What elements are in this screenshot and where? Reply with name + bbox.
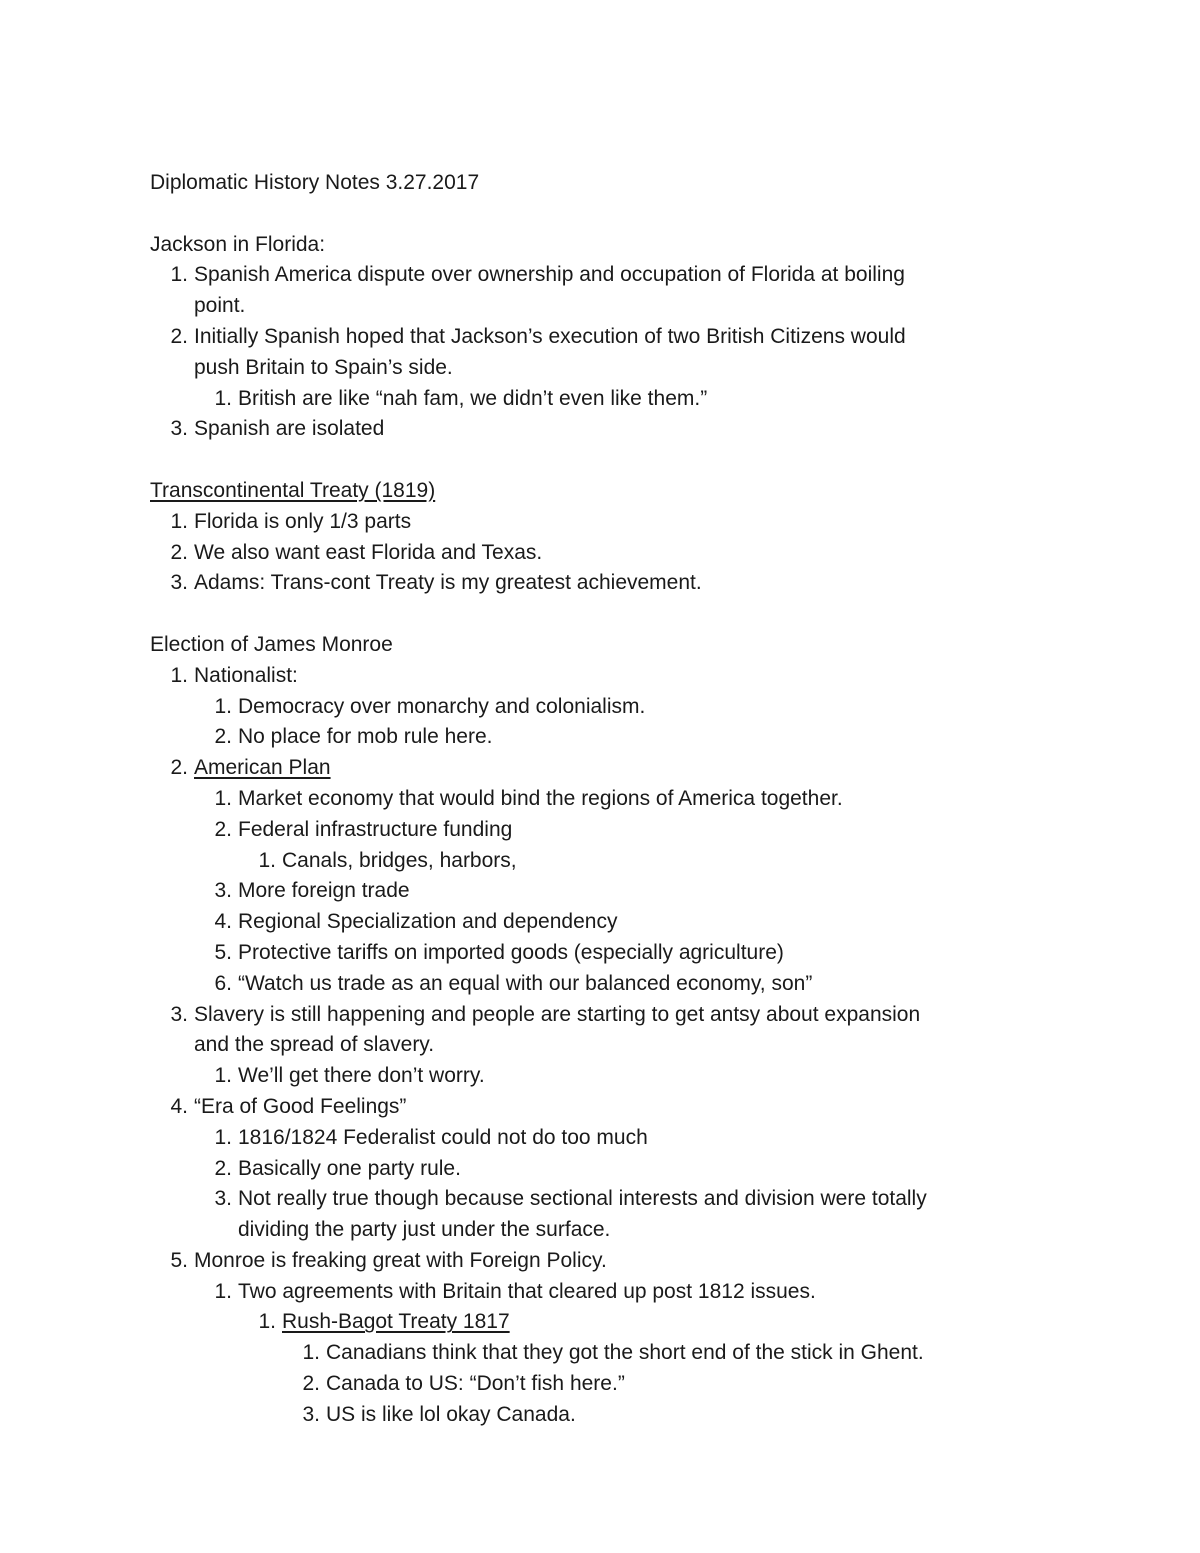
list-item-text: “Watch us trade as an equal with our balanced economy, son” (238, 971, 813, 995)
list-number: 1. (214, 786, 232, 810)
list-number: 2. (170, 324, 188, 348)
nested-list (194, 384, 1070, 415)
list-item (170, 1000, 1070, 1092)
list-item (258, 846, 1070, 877)
list-item-text-continued: point. (194, 294, 246, 318)
underlined-text: American Plan (194, 756, 331, 780)
list-item-text-continued: dividing the party just under the surface. (238, 1218, 611, 1242)
list-item (214, 907, 1070, 938)
list-number: 1. (258, 1310, 276, 1334)
section-heading-text: Transcontinental Treaty (1819) (150, 478, 436, 502)
list-number: 3. (170, 571, 188, 595)
list-item-text: Regional Specialization and dependency (238, 910, 618, 934)
list-item (170, 661, 1070, 753)
list-item (170, 322, 1070, 414)
list-item (170, 538, 1070, 569)
spacer (150, 199, 1070, 230)
list-item-text: Slavery is still happening and people are starting to get antsy about expansion (194, 1002, 921, 1026)
list-item (170, 1246, 1070, 1431)
list-item-text: Monroe is freaking great with Foreign Policy. (194, 1248, 607, 1272)
list-number: 1. (214, 386, 232, 410)
list-item-text: Canals, bridges, harbors, (282, 848, 517, 872)
list-number: 3. (214, 879, 232, 903)
list-item-text-continued: push Britain to Spain’s side. (194, 355, 453, 379)
list-number: 3. (170, 1002, 188, 1026)
list-item-text: Basically one party rule. (238, 1156, 461, 1180)
document-page (150, 168, 1070, 1431)
list-number: 2. (170, 540, 188, 564)
numbered-list (150, 260, 1070, 445)
list-number: 1. (258, 848, 276, 872)
list-item (302, 1400, 1070, 1431)
list-item-text: Market economy that would bind the regions of America together. (238, 786, 843, 810)
list-item (302, 1369, 1070, 1400)
list-item-text: 1816/1824 Federalist could not do too much (238, 1125, 648, 1149)
section-heading: Election of James Monroe (150, 632, 393, 656)
list-item (214, 876, 1070, 907)
list-item (214, 384, 1070, 415)
list-item (214, 1154, 1070, 1185)
list-item (214, 1123, 1070, 1154)
nested-list (282, 1338, 1070, 1430)
list-item-text: Spanish are isolated (194, 417, 385, 441)
list-item-text: Florida is only 1/3 parts (194, 509, 412, 533)
list-number: 1. (170, 663, 188, 687)
list-number: 5. (214, 940, 232, 964)
list-number: 5. (170, 1248, 188, 1272)
list-item (170, 753, 1070, 999)
list-item-text: Spanish America dispute over ownership and occupation of Florida at boiling (194, 263, 905, 287)
list-item-text: Adams: Trans-cont Treaty is my greatest achievement. (194, 571, 702, 595)
list-number: 1. (302, 1341, 320, 1365)
document-title: Diplomatic History Notes 3.27.2017 (150, 171, 480, 194)
numbered-list (150, 661, 1070, 1431)
list-item-text: British are like “nah fam, we didn’t even like them.” (238, 386, 708, 410)
list-number: 1. (214, 1279, 232, 1303)
list-item-text: Nationalist: (194, 663, 298, 687)
nested-list (194, 1061, 1070, 1092)
list-item (214, 1277, 1070, 1431)
list-item (170, 414, 1070, 445)
list-item-text: US is like lol okay Canada. (326, 1402, 576, 1426)
list-item-text: Federal infrastructure funding (238, 817, 513, 841)
list-item (214, 1061, 1070, 1092)
list-item (214, 692, 1070, 723)
list-number: 2. (214, 1156, 232, 1180)
list-item-text: Protective tariffs on imported goods (especially agriculture) (238, 940, 784, 964)
list-item-text (282, 1307, 1070, 1338)
list-number: 4. (214, 910, 232, 934)
list-item-text (194, 753, 1070, 784)
list-number: 1. (214, 1125, 232, 1149)
numbered-list (150, 507, 1070, 599)
list-item-text: Democracy over monarchy and colonialism. (238, 694, 646, 718)
list-item-text: We also want east Florida and Texas. (194, 540, 543, 564)
list-number: 2. (214, 725, 232, 749)
list-number: 6. (214, 971, 232, 995)
spacer (150, 599, 1070, 630)
list-number: 2. (302, 1372, 320, 1396)
nested-list (194, 1123, 1070, 1246)
list-number: 1. (214, 1064, 232, 1088)
list-item (258, 1307, 1070, 1430)
list-item-text: Initially Spanish hoped that Jackson’s execution of two British Citizens would (194, 324, 906, 348)
list-item (214, 938, 1070, 969)
nested-list (194, 784, 1070, 1000)
list-item (302, 1338, 1070, 1369)
list-item (214, 1184, 1070, 1246)
list-number: 1. (170, 509, 188, 533)
list-item (214, 815, 1070, 877)
underlined-text: Rush-Bagot Treaty 1817 (282, 1310, 510, 1334)
list-item-text: Not really true though because sectional interests and division were totally (238, 1187, 927, 1211)
nested-list (194, 692, 1070, 754)
nested-list (194, 1277, 1070, 1431)
nested-list (238, 846, 1070, 877)
list-number: 3. (214, 1187, 232, 1211)
list-item (170, 507, 1070, 538)
list-number: 3. (302, 1402, 320, 1426)
spacer (150, 445, 1070, 476)
list-item-text-continued: and the spread of slavery. (194, 1033, 435, 1057)
list-number: 2. (170, 756, 188, 780)
list-number: 4. (170, 1094, 188, 1118)
list-number: 3. (170, 417, 188, 441)
list-number: 1. (170, 263, 188, 287)
section-heading (150, 476, 1070, 507)
list-number: 2. (214, 817, 232, 841)
section-heading: Jackson in Florida: (150, 232, 326, 256)
list-item-text: No place for mob rule here. (238, 725, 493, 749)
list-item (170, 260, 1070, 322)
list-item (214, 969, 1070, 1000)
list-item (170, 1092, 1070, 1246)
list-item (214, 722, 1070, 753)
list-item-text: Two agreements with Britain that cleared up post 1812 issues. (238, 1279, 816, 1303)
list-item-text: More foreign trade (238, 879, 410, 903)
list-item-text: Canada to US: “Don’t fish here.” (326, 1372, 625, 1396)
list-item (170, 568, 1070, 599)
list-item-text: “Era of Good Feelings” (194, 1094, 407, 1118)
list-item (214, 784, 1070, 815)
list-item-text: Canadians think that they got the short end of the stick in Ghent. (326, 1341, 924, 1365)
list-number: 1. (214, 694, 232, 718)
list-item-text: We’ll get there don’t worry. (238, 1064, 485, 1088)
nested-list (238, 1307, 1070, 1430)
